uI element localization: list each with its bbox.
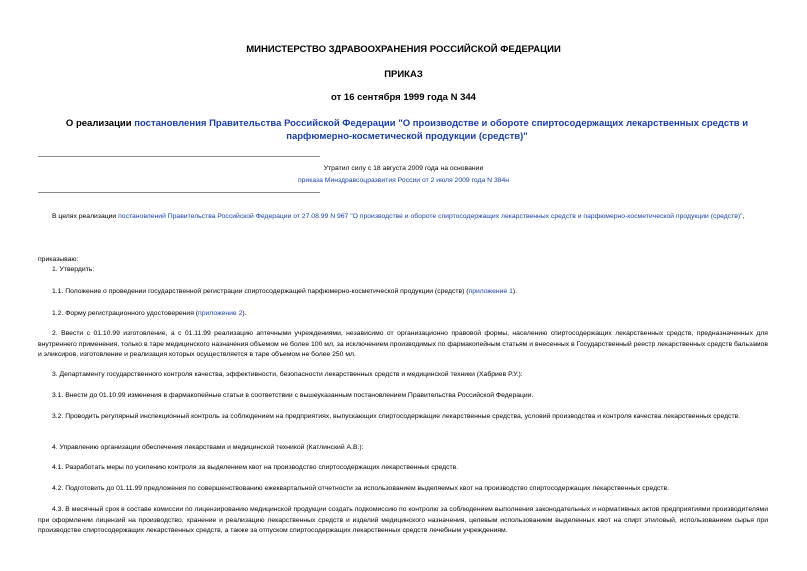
expiry-notice-text: Утратил силу с 18 августа 2009 года на основании — [323, 165, 484, 172]
intro-suffix: , — [742, 213, 745, 220]
paragraph-1-2-suffix: ). — [242, 310, 247, 317]
paragraph-3-2: 3.2. Проводить регулярный инспекционный контроль за соблюдением на предприятиях, выпускающих спиртосодержащие лекарственные средства, условий производства и контроля качества лекарственных средств. — [52, 413, 741, 420]
paragraph-4: 4. Управлению организации обеспечения лекарствами и медицинской техникой (Катлинский А.В.): — [52, 444, 364, 451]
intro-paragraph — [38, 212, 768, 223]
expiry-notice — [150, 163, 657, 187]
expiry-notice-link[interactable]: приказа Минздравсоцразвития России от 2 июля 2009 года N 384н — [297, 177, 510, 184]
ministry-heading: МИНИСТЕРСТВО ЗДРАВООХРАНЕНИЯ РОССИЙСКОЙ ФЕДЕРАЦИИ — [246, 44, 561, 55]
divider-bottom — [38, 192, 320, 193]
paragraph-3: 3. Департаменту государственного контроля качества, эффективности, безопасности лекарственных средств и медицинской техники (Хабриев Р.У.): — [52, 371, 523, 378]
appendix-2-link[interactable]: приложение 2 — [198, 310, 243, 317]
paragraph-1: 1. Утвердить: — [52, 266, 95, 273]
document-title — [50, 117, 764, 143]
doc-type-heading: ПРИКАЗ — [384, 69, 423, 80]
paragraph-3-1: 3.1. Внести до 01.10.99 изменения в фармакопейные статьи в соответствии с вышеуказанным постановлением Правительства Российской Федерации. — [52, 392, 534, 399]
paragraph-1-1-text: 1.1. Положение о проведении государственной регистрации спиртосодержащей парфюмерно-косметической продукции (средств) ( — [52, 288, 469, 295]
paragraph-4-3: 4.3. В месячный срок в составе комиссии по лицензированию медицинской продукции создать подкомиссию по контролю за соблюдением выполнения законодательных и нормативных актов предприятиями производителями при оформлении лицензий на производство, хранение и реализацию лекарственных средств и изделий медицинского назначения, целевым использованием выделенных квот на спирт этиловый, использованием сырья при производстве спиртосодержащих лекарственных средств, а также за отпуском спиртосодержащих лекарственных средств лечебным учреждениям. — [38, 506, 768, 534]
paragraph-2: 2. Ввести с 01.10.99 изготовление, а с 01.11.99 реализацию аптечными учреждениями, независимо от организационно правовой формы, населению спиртосодержащих лекарственных средств, предназначенных для внутреннего применения, только в таре медицинского назначения объемом не более 100 мл, за исключением производимых по фармакопейным статьям и внесенных в Государственный реестр лекарственных средств бальзамов и эликсиров, изготовление и реализация которых осуществляется в таре объемом не более 250 мл. — [38, 330, 768, 358]
paragraph-1-2-text: 1.2. Форму регистрационного удостоверения ( — [52, 310, 199, 317]
order-word: приказываю: — [38, 256, 79, 263]
intro-prefix: В целях реализации — [52, 213, 119, 220]
date-number-heading: от 16 сентября 1999 года N 344 — [331, 92, 476, 103]
appendix-1-link[interactable]: приложение 1 — [468, 288, 513, 295]
title-link[interactable]: постановления Правительства Российской Федерации "О производстве и обороте спиртосодержащих лекарственных средств и парфюмерно-косметической продукции (средств)" — [134, 118, 749, 142]
title-prefix: О реализации — [65, 118, 135, 129]
divider-top — [38, 156, 320, 157]
paragraph-1-2 — [38, 309, 768, 320]
intro-link[interactable]: постановлений Правительства Российской Федерации от 27.08.99 N 967 "О производстве и обороте спиртосодержащих лекарственных средств и парфюмерно-косметической продукции (средств)" — [118, 213, 743, 220]
paragraph-4-1: 4.1. Разработать меры по усилению контроля за выделением квот на производство спиртосодержащих лекарственных средств. — [52, 464, 459, 471]
paragraph-4-2: 4.2. Подготовить до 01.11.99 предложения по совершенствованию ежеквартальной отчетности за использованием выделяемых квот на производство спиртосодержащих лекарственных средств. — [52, 485, 670, 492]
paragraph-1-1-suffix: ). — [512, 288, 518, 295]
paragraph-1-1 — [38, 287, 768, 298]
